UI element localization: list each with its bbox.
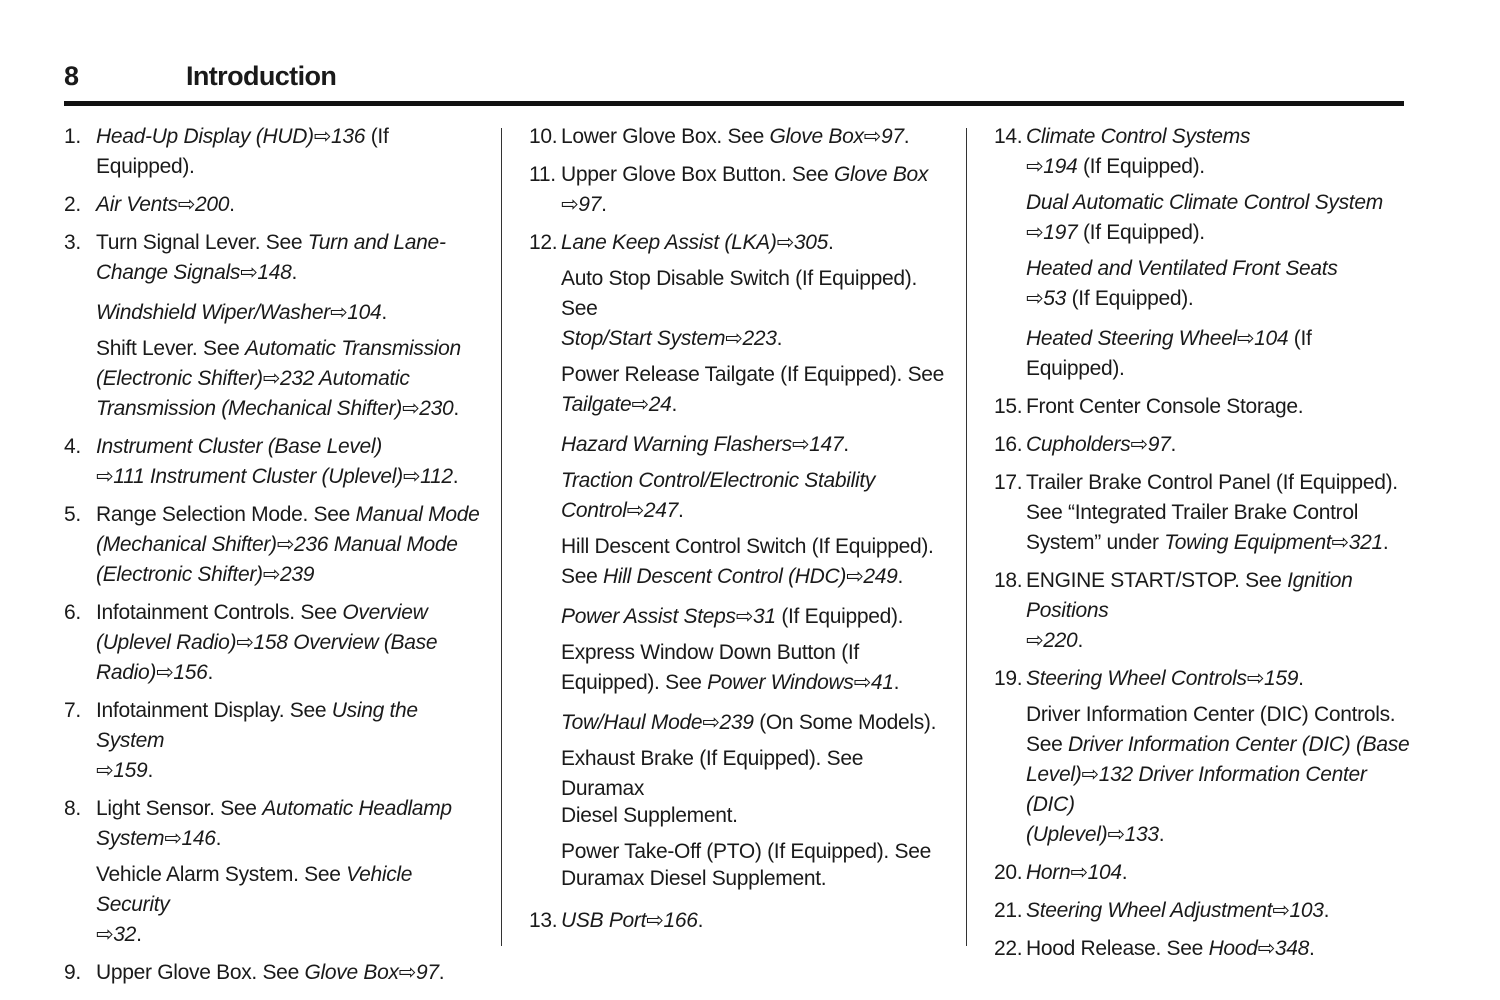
arrow-icon: ⇨ [276, 533, 295, 556]
cross-reference-link[interactable]: Instrument Cluster (Base Level) [96, 435, 382, 458]
item-number: 6. [64, 601, 81, 624]
cross-reference-link[interactable]: Glove Box [769, 125, 864, 148]
list-item: 11. Upper Glove Box Button. See Glove Box ⇨97. [529, 160, 949, 220]
cross-reference-link[interactable]: Level) [1026, 763, 1082, 786]
page-ref[interactable]: 200 [195, 193, 230, 216]
list-item: 19. Steering Wheel Controls⇨159. Driver Information Center (DIC) Controls. See Driver Information Center (DIC) (Base Level)⇨132 Driver Information Center (DIC) (Uplevel)⇨133. [994, 664, 1414, 850]
cross-reference-link[interactable]: Hazard Warning Flashers [561, 433, 792, 456]
page-ref[interactable]: 41 [870, 671, 894, 694]
arrow-icon: ⇨ [1026, 221, 1044, 244]
arrow-icon: ⇨ [236, 631, 254, 654]
page-ref[interactable]: 112 [420, 465, 453, 488]
arrow-icon: ⇨ [702, 711, 720, 734]
page-ref[interactable]: 166 [663, 909, 698, 932]
list-item: 17. Trailer Brake Control Panel (If Equipped). See “Integrated Trailer Brake Control System” under Towing Equipment⇨321. [994, 468, 1414, 558]
arrow-icon: ⇨ [1107, 823, 1125, 846]
arrow-icon: ⇨ [853, 671, 871, 694]
cross-reference-link[interactable]: Horn [1026, 861, 1071, 884]
page-ref[interactable]: 97 [880, 125, 904, 148]
cross-reference-link[interactable]: Control [561, 499, 627, 522]
item-number: 17. [994, 471, 1023, 494]
arrow-icon: ⇨ [156, 661, 174, 684]
arrow-icon: ⇨ [1026, 287, 1044, 310]
cross-reference-link[interactable]: Turn and Lane- [307, 231, 446, 254]
cross-reference-link[interactable]: Hood [1208, 937, 1258, 960]
list-item: 6. Infotainment Controls. See Overview (Uplevel Radio)⇨158 Overview (Base Radio)⇨156. [64, 598, 489, 688]
arrow-icon: ⇨ [776, 231, 794, 254]
arrow-icon: ⇨ [398, 961, 416, 984]
item-number: 8. [64, 797, 81, 820]
column-3 [994, 122, 1414, 972]
page-ref[interactable]: 103 [1289, 899, 1324, 922]
page-ref[interactable]: 158 Overview (Base [253, 631, 438, 654]
list-item: 13. USB Port⇨166. [529, 906, 949, 936]
cross-reference-link[interactable]: Steering Wheel Adjustment [1026, 899, 1273, 922]
cross-reference-link[interactable]: Stop/Start System [561, 327, 726, 350]
arrow-icon: ⇨ [1026, 629, 1044, 652]
page-ref[interactable]: 239 [719, 711, 754, 734]
arrow-icon: ⇨ [177, 193, 196, 216]
item-number: 19. [994, 667, 1023, 690]
page-ref[interactable]: 32 [113, 923, 137, 946]
cross-reference-link[interactable]: (Electronic Shifter) [96, 367, 263, 390]
column-1 [64, 122, 489, 996]
page-ref[interactable]: 97 [1147, 433, 1171, 456]
list-item: 7. Infotainment Display. See Using the System ⇨159. [64, 696, 489, 786]
page-ref[interactable]: 223 [742, 327, 777, 350]
arrow-icon: ⇨ [96, 465, 114, 488]
page-ref[interactable]: 132 Driver Information Center (DIC) [1026, 763, 1367, 816]
page-ref[interactable]: 148 [257, 261, 292, 284]
list-item: 10. Lower Glove Box. See Glove Box⇨97. [529, 122, 949, 152]
cross-reference-link[interactable]: Manual Mode [355, 503, 480, 526]
page-ref[interactable]: 230 [419, 397, 454, 420]
cross-reference-link[interactable]: Cupholders [1026, 433, 1131, 456]
list-item: 4. Instrument Cluster (Base Level) ⇨111 Instrument Cluster (Uplevel)⇨112. [64, 432, 489, 492]
arrow-icon: ⇨ [96, 923, 114, 946]
column-divider-1 [501, 128, 502, 946]
cross-reference-link[interactable]: Traction Control/Electronic Stability [561, 469, 876, 492]
arrow-icon: ⇨ [402, 465, 421, 488]
cross-reference-link[interactable]: Transmission (Mechanical Shifter) [96, 397, 402, 420]
cross-reference-link[interactable]: Tow/Haul Mode [561, 711, 703, 734]
page-ref[interactable]: 197 [1043, 221, 1078, 244]
cross-reference-link[interactable]: Vehicle Security [96, 863, 413, 916]
arrow-icon: ⇨ [1081, 763, 1099, 786]
cross-reference-link[interactable]: Power Windows [707, 671, 854, 694]
arrow-icon: ⇨ [846, 565, 864, 588]
arrow-icon: ⇨ [1026, 155, 1044, 178]
cross-reference-link[interactable]: Hill Descent Control (HDC) [603, 565, 847, 588]
item-number: 2. [64, 193, 81, 216]
page-ref[interactable]: 236 Manual Mode [294, 533, 458, 556]
list-item: 9. Upper Glove Box. See Glove Box⇨97. [64, 958, 489, 988]
item-number: 11. [529, 163, 556, 186]
page-ref[interactable]: 146 [181, 827, 216, 850]
page-ref[interactable]: 147 [809, 433, 844, 456]
cross-reference-link[interactable]: Automatic Transmission [245, 337, 461, 360]
arrow-icon: ⇨ [164, 827, 182, 850]
list-item: 22. Hood Release. See Hood⇨348. [994, 934, 1414, 964]
cross-reference-link[interactable]: Ignition Positions [1026, 569, 1353, 622]
arrow-icon: ⇨ [1070, 861, 1088, 884]
page-ref[interactable]: 321 [1348, 531, 1383, 554]
cross-reference-link[interactable]: Windshield Wiper/Washer [96, 301, 330, 324]
arrow-icon: ⇨ [646, 909, 664, 932]
list-item: 12. Lane Keep Assist (LKA)⇨305. Auto Stop Disable Switch (If Equipped). See Stop/Start System⇨223. Power Release Tailgate (If Equipped). See Tailgate⇨24. Hazard Warning Flashers⇨147. Traction Control/Electronic Stability Control⇨247. Hill Descent Control Switch (If Equipped). See Hill Descent Control (HDC)⇨249. Power Assist Steps⇨31 (If Equipped). Express Window Down Button (If Equipped). See Power Windows⇨41. Tow/Haul Mode⇨239 (On Some Models). Exhaust Brake (If Equipped). See Duramax Diesel Supplement. Power Take-Off (PTO) (If Equipped). See Duramax Diesel Supplement. [529, 228, 949, 894]
item-number: 13. [529, 909, 558, 932]
arrow-icon: ⇨ [1236, 327, 1255, 350]
item-number: 18. [994, 569, 1023, 592]
item-number: 9. [64, 961, 81, 984]
page-ref[interactable]: 348 [1274, 937, 1310, 960]
cross-reference-link[interactable]: Steering Wheel Controls [1026, 667, 1247, 690]
cross-reference-link[interactable]: Heated and Ventilated Front Seats [1026, 257, 1338, 280]
cross-reference-link[interactable]: Dual Automatic Climate Control System [1026, 191, 1383, 214]
item-number: 4. [64, 435, 81, 458]
arrow-icon: ⇨ [1272, 899, 1290, 922]
cross-reference-link[interactable]: Overview [342, 601, 428, 624]
arrow-icon: ⇨ [313, 125, 332, 148]
item-number: 22. [994, 937, 1023, 960]
cross-reference-link[interactable]: 111 Instrument Cluster (Uplevel) [113, 465, 403, 488]
cross-reference-link[interactable]: Air Vents [96, 193, 178, 216]
arrow-icon: ⇨ [735, 605, 754, 628]
item-number: 5. [64, 503, 81, 526]
list-item: 16. Cupholders⇨97. [994, 430, 1414, 460]
cross-reference-link[interactable]: Towing Equipment [1164, 531, 1332, 554]
item-number: 10. [529, 125, 558, 148]
list-item: 1. Head-Up Display (HUD)⇨136 (If Equipped). [64, 122, 489, 182]
cross-reference-link[interactable]: Glove Box [304, 961, 399, 984]
list-item: 8. Light Sensor. See Automatic Headlamp System⇨146. Vehicle Alarm System. See Vehicle Security ⇨32. [64, 794, 489, 950]
list-item: 14. Climate Control Systems ⇨194 (If Equipped). Dual Automatic Climate Control System ⇨197 (If Equipped). Heated and Ventilated Front Seats ⇨53 (If Equipped). Heated Steering Wheel⇨104 (If Equipped). [994, 122, 1414, 384]
page-ref[interactable]: 104 [1254, 327, 1289, 350]
cross-reference-link[interactable]: Radio) [96, 661, 157, 684]
page-ref[interactable]: 305 [793, 231, 829, 254]
page-ref[interactable]: 104 [1087, 861, 1122, 884]
page-ref[interactable]: 97 [578, 193, 602, 216]
cross-reference-link[interactable]: Power Assist Steps [561, 605, 736, 628]
page-ref[interactable]: 136 [331, 125, 366, 148]
page-ref[interactable]: 156 [173, 661, 208, 684]
page-ref[interactable]: 232 Automatic [280, 367, 410, 390]
cross-reference-link[interactable]: (Uplevel Radio) [96, 631, 237, 654]
page-title: Introduction [186, 61, 337, 91]
cross-reference-link[interactable]: Head-Up Display (HUD) [96, 125, 314, 148]
item-number: 15. [994, 395, 1023, 418]
arrow-icon: ⇨ [561, 193, 579, 216]
cross-reference-link[interactable]: (Mechanical Shifter) [96, 533, 277, 556]
list-item: 2. Air Vents⇨200. [64, 190, 489, 220]
arrow-icon: ⇨ [401, 397, 420, 420]
page-ref[interactable]: 133 [1124, 823, 1159, 846]
arrow-icon: ⇨ [240, 261, 258, 284]
arrow-icon: ⇨ [863, 125, 881, 148]
page-ref[interactable]: 247 [643, 499, 679, 522]
list-item: 20. Horn⇨104. [994, 858, 1414, 888]
item-number: 14. [994, 125, 1023, 148]
cross-reference-link[interactable]: (Electronic Shifter) [96, 563, 263, 586]
arrow-icon: ⇨ [791, 433, 810, 456]
arrow-icon: ⇨ [96, 759, 114, 782]
cross-reference-link[interactable]: Glove Box [833, 163, 929, 186]
cross-reference-link[interactable]: Automatic Headlamp [262, 797, 452, 820]
arrow-icon: ⇨ [1257, 937, 1275, 960]
header-rule [64, 101, 1404, 106]
cross-reference-link[interactable]: System [96, 827, 165, 850]
cross-reference-link[interactable]: Driver Information Center (DIC) (Base [1068, 733, 1410, 756]
item-number: 3. [64, 231, 81, 254]
arrow-icon: ⇨ [1331, 531, 1349, 554]
page-ref[interactable]: 97 [415, 961, 439, 984]
arrow-icon: ⇨ [1130, 433, 1148, 456]
item-number: 16. [994, 433, 1023, 456]
item-number: 21. [994, 899, 1023, 922]
arrow-icon: ⇨ [725, 327, 743, 350]
arrow-icon: ⇨ [262, 563, 281, 586]
column-2 [529, 122, 949, 944]
cross-reference-link[interactable]: Change Signals [96, 261, 241, 284]
cross-reference-link[interactable]: Heated Steering Wheel [1026, 327, 1237, 350]
arrow-icon: ⇨ [262, 367, 281, 390]
cross-reference-link[interactable]: Lane Keep Assist (LKA) [561, 231, 777, 254]
page-ref[interactable]: 220 [1043, 629, 1078, 652]
page-number: 8 [64, 61, 79, 91]
arrow-icon: ⇨ [631, 393, 649, 416]
cross-reference-link[interactable]: Tailgate [561, 393, 632, 416]
page-ref[interactable]: 104 [347, 301, 382, 324]
arrow-icon: ⇨ [329, 301, 348, 324]
cross-reference-link[interactable]: Using the System [96, 699, 418, 752]
cross-reference-link[interactable]: USB Port [561, 909, 647, 932]
list-item: 18. ENGINE START/STOP. See Ignition Positions ⇨220. [994, 566, 1414, 656]
page-ref[interactable]: 31 [753, 605, 776, 628]
item-number: 1. [64, 125, 81, 148]
page-ref[interactable]: 159 [113, 759, 148, 782]
column-divider-2 [966, 128, 967, 946]
item-number: 12. [529, 231, 558, 254]
page-ref[interactable]: 24 [648, 393, 672, 416]
page-ref[interactable]: 249 [863, 565, 898, 588]
page-ref[interactable]: 159 [1264, 667, 1299, 690]
page-ref[interactable]: 53 [1043, 287, 1067, 310]
item-number: 20. [994, 861, 1023, 884]
item-number: 7. [64, 699, 81, 722]
arrow-icon: ⇨ [1246, 667, 1265, 690]
page-ref[interactable]: 194 [1043, 155, 1078, 178]
arrow-icon: ⇨ [626, 499, 644, 522]
page-header [64, 58, 1404, 104]
cross-reference-link[interactable]: Climate Control Systems [1026, 125, 1251, 148]
list-item: 21. Steering Wheel Adjustment⇨103. [994, 896, 1414, 926]
page-ref[interactable]: 239 [280, 563, 315, 586]
list-item: 5. Range Selection Mode. See Manual Mode (Mechanical Shifter)⇨236 Manual Mode (Electronic Shifter)⇨239 [64, 500, 489, 590]
list-item: 15. Front Center Console Storage. [994, 392, 1414, 422]
cross-reference-link[interactable]: (Uplevel) [1026, 823, 1108, 846]
list-item: 3. Turn Signal Lever. See Turn and Lane- Change Signals⇨148. Windshield Wiper/Washer⇨104. Shift Lever. See Automatic Transmission (Electronic Shifter)⇨232 Automatic Transmission (Mechanical Shifter)⇨230. [64, 228, 489, 424]
